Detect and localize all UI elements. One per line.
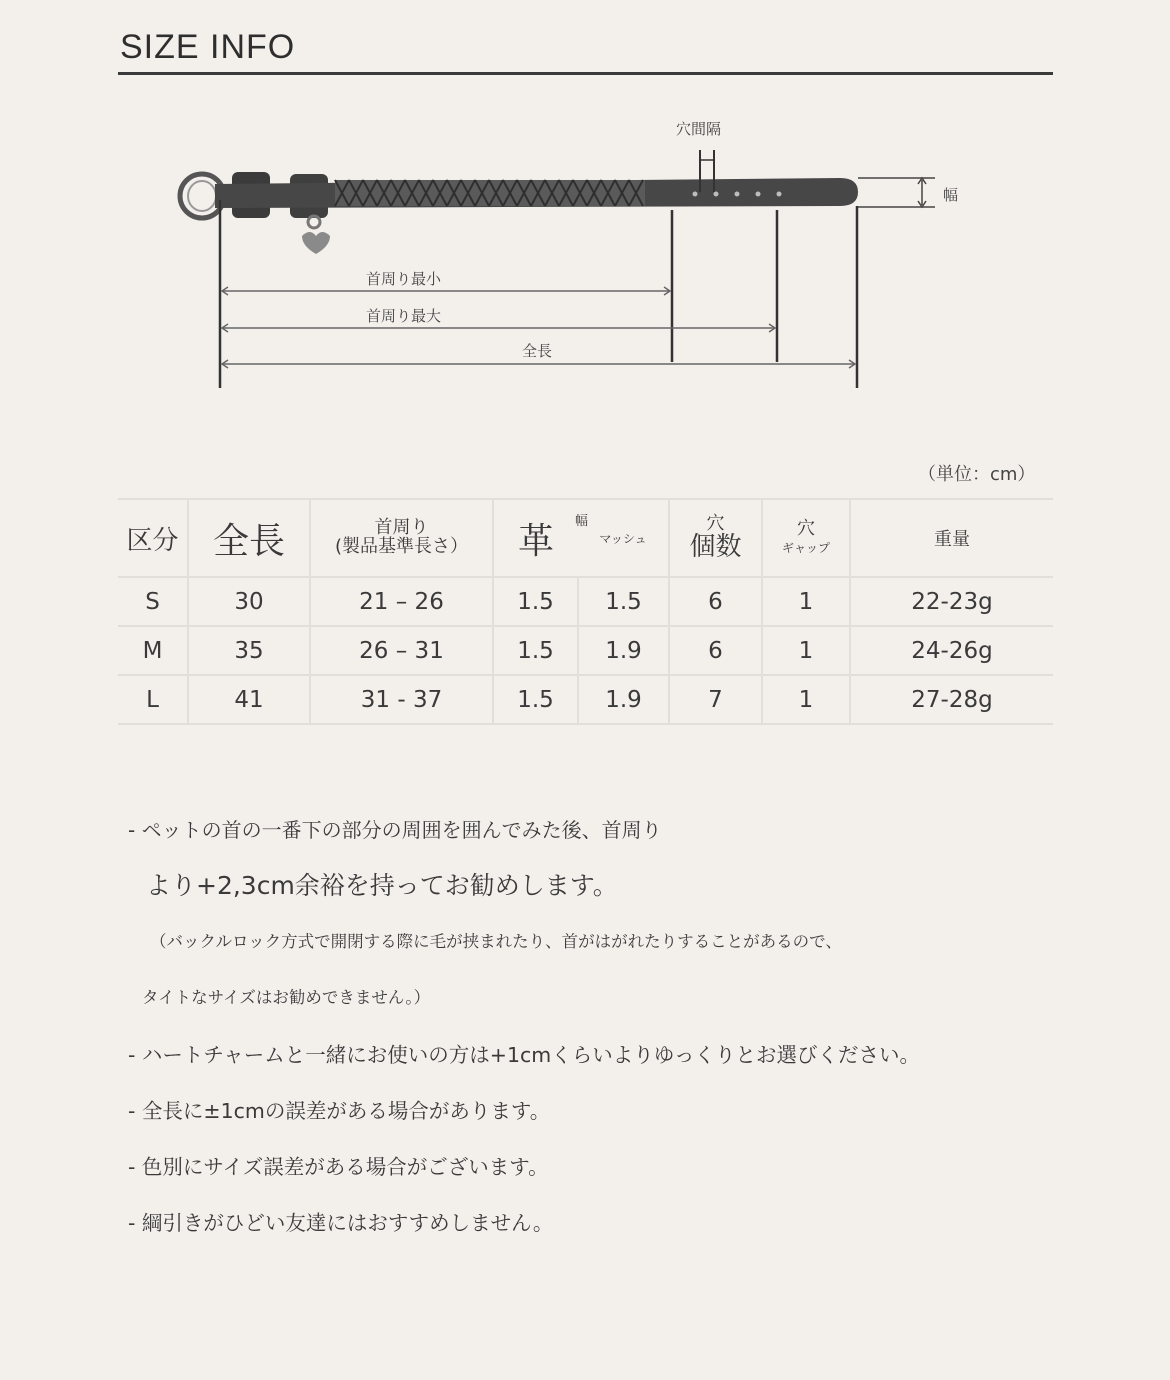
- header-leather: 革 幅: [493, 499, 578, 577]
- table-row: [118, 675, 1053, 724]
- note-color-error: - 色別にサイズ誤差がある場合がございます。: [128, 1155, 549, 1179]
- cell-leather: 1.5: [493, 626, 578, 675]
- cell-weight: 27-28g: [850, 675, 1053, 724]
- cell-weight: 24-26g: [850, 626, 1053, 675]
- size-table: [118, 498, 1053, 725]
- cell-gap: 1: [762, 577, 850, 626]
- cell-mesh: 1.5: [578, 577, 669, 626]
- cell-holes: 6: [669, 577, 762, 626]
- collar-diagram: [0, 0, 1170, 420]
- header-mesh: マッシュ: [578, 499, 669, 577]
- cell-size: L: [118, 675, 188, 724]
- cell-length: 35: [188, 626, 310, 675]
- header-total-length: 全長: [188, 499, 310, 577]
- note-allowance: より+2,3cm余裕を持ってお勧めします。: [146, 871, 618, 900]
- cell-neck: 21 – 26: [310, 577, 493, 626]
- header-hole-gap: 穴 ギャップ: [762, 499, 850, 577]
- hole-spacing-label: 穴間隔: [676, 120, 722, 138]
- note-measure: - ペットの首の一番下の部分の周囲を囲んでみた後、首周り: [128, 818, 662, 842]
- cell-size: M: [118, 626, 188, 675]
- table-header-row: [118, 499, 1053, 577]
- header-width: 幅: [574, 514, 588, 529]
- cell-neck: 31 - 37: [310, 675, 493, 724]
- cell-holes: 6: [669, 626, 762, 675]
- table-row: [118, 626, 1053, 675]
- heart-charm-icon: [302, 216, 330, 254]
- cell-mesh: 1.9: [578, 626, 669, 675]
- note-heart-charm: - ハートチャームと一緒にお使いの方は+1cmくらいよりゆっくりとお選びください。: [128, 1043, 921, 1067]
- cell-size: S: [118, 577, 188, 626]
- cell-length: 30: [188, 577, 310, 626]
- page-title: SIZE INFO: [120, 28, 296, 66]
- header-category: 区分: [118, 499, 188, 577]
- neck-max-label: 首周り最大: [366, 307, 442, 325]
- note-length-error: - 全長に±1cmの誤差がある場合があります。: [128, 1099, 551, 1123]
- table-row: [118, 577, 1053, 626]
- cell-length: 41: [188, 675, 310, 724]
- note-tight-size: タイトなサイズはお勧めできません。）: [142, 988, 431, 1007]
- cell-gap: 1: [762, 626, 850, 675]
- cell-gap: 1: [762, 675, 850, 724]
- cell-leather: 1.5: [493, 577, 578, 626]
- unit-label: （単位：cm）: [918, 464, 1036, 485]
- cell-neck: 26 – 31: [310, 626, 493, 675]
- note-buckle-caution: （バックルロック方式で開閉する際に毛が挟まれたり、首がはがれたりすることがあるので、: [150, 932, 842, 951]
- total-length-label: 全長: [522, 342, 553, 360]
- cell-holes: 7: [669, 675, 762, 724]
- width-label: 幅: [943, 186, 959, 204]
- cell-mesh: 1.9: [578, 675, 669, 724]
- cell-weight: 22-23g: [850, 577, 1053, 626]
- header-weight: 重量: [850, 499, 1053, 577]
- cell-leather: 1.5: [493, 675, 578, 724]
- note-tug-warning: - 綱引きがひどい友達にはおすすめしません。: [128, 1211, 554, 1235]
- neck-min-label: 首周り最小: [366, 270, 442, 288]
- header-neck: 首周り (製品基準長さ）: [310, 499, 493, 577]
- header-hole-count: 穴 個数: [669, 499, 762, 577]
